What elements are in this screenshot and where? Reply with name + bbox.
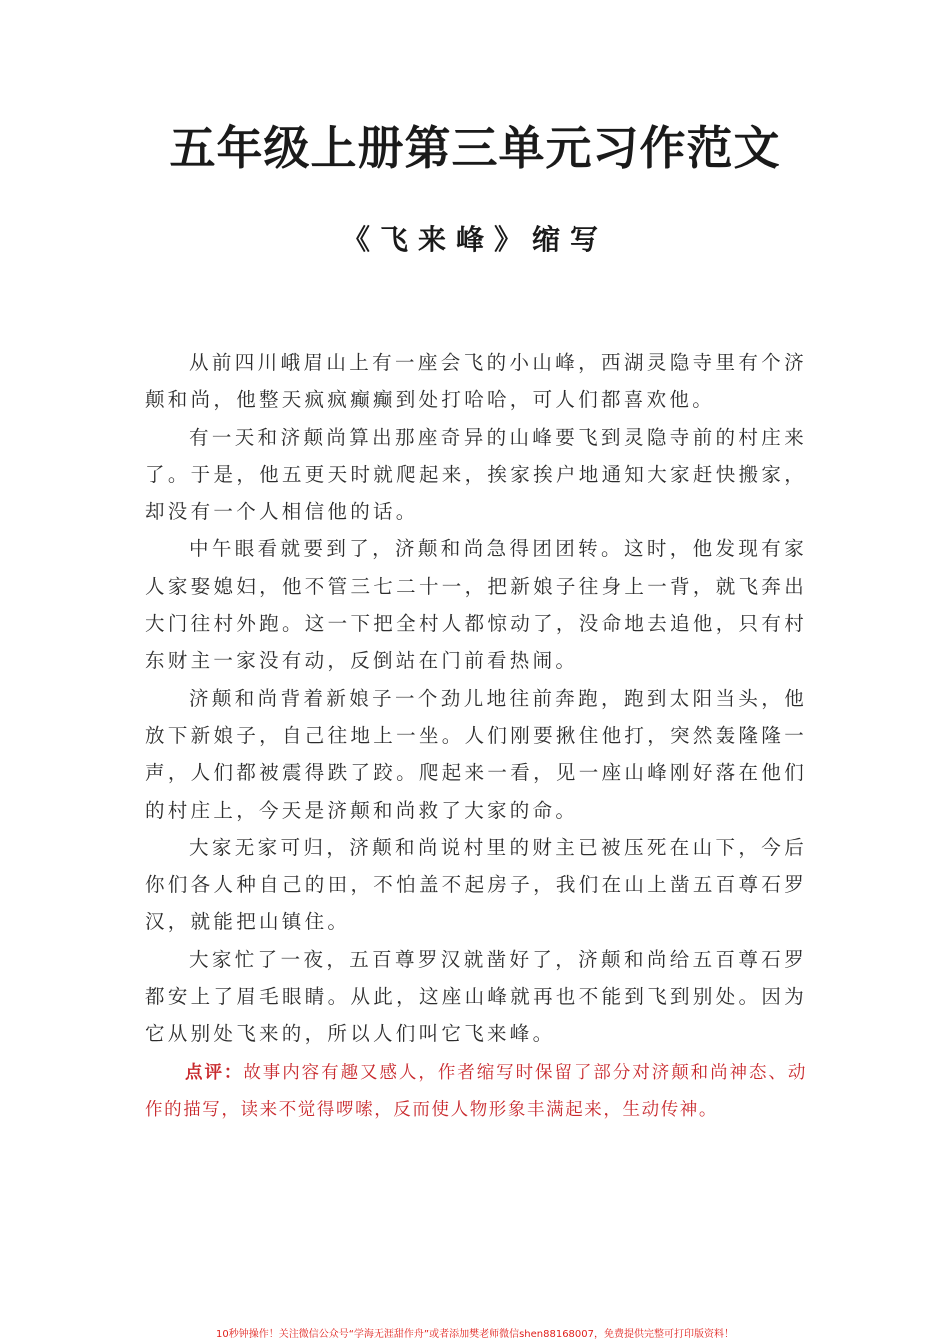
teacher-comment bbox=[145, 1055, 807, 1129]
paragraph-2: 有一天和济颠尚算出那座奇异的山峰要飞到灵隐寺前的村庄来了。于是，他五更天时就爬起来，挨家挨户地通知大家赶快搬家，却没有一个人相信他的话。 bbox=[145, 425, 807, 524]
footer-notice: 10秒钟操作！关注微信公众号“学海无涯甜作舟”或者添加樊老师微信shen88168007，免费提供完整可打印版资料！ bbox=[215, 1329, 735, 1340]
article-body bbox=[145, 344, 807, 1129]
paragraph-3: 中午眼看就要到了，济颠和尚急得团团转。这时，他发现有家人家娶媳妇，他不管三七二十一，把新娘子往身上一背，就飞奔出大门往村外跑。这一下把全村人都惊动了，没命地去追他，只有村东财主一家没有动，反倒站在门前看热闹。 bbox=[145, 537, 807, 673]
paragraph-1: 从前四川峨眉山上有一座会飞的小山峰，西湖灵隐寺里有个济颠和尚，他整天疯疯癫癫到处打哈哈，可人们都喜欢他。 bbox=[145, 351, 807, 412]
comment-label: 点评： bbox=[185, 1062, 244, 1083]
comment-text: 故事内容有趣又感人，作者缩写时保留了部分对济颠和尚神态、动作的描写，读来不觉得啰嗦，反而使人物形象丰满起来，生动传神。 bbox=[145, 1062, 807, 1120]
paragraph-5: 大家无家可归，济颠和尚说村里的财主已被压死在山下，今后你们各人种自己的田，不怕盖不起房子，我们在山上凿五百尊石罗汉，就能把山镇住。 bbox=[145, 835, 807, 934]
paragraph-6: 大家忙了一夜，五百尊罗汉就凿好了，济颠和尚给五百尊石罗都安上了眉毛眼睛。从此，这座山峰就再也不能到飞到别处。因为它从别处飞来的，所以人们叫它飞来峰。 bbox=[145, 947, 807, 1046]
paragraph-4: 济颠和尚背着新娘子一个劲儿地往前奔跑，跑到太阳当头，他放下新娘子，自己往地上一坐。人们刚要揪住他打，突然轰隆隆一声，人们都被震得跌了跤。爬起来一看，见一座山峰刚好落在他们的村庄上，今天是济颠和尚救了大家的命。 bbox=[145, 686, 807, 822]
page-title: 五年级上册第三单元习作范文 bbox=[169, 121, 781, 175]
page-subtitle: 《飞来峰》缩写 bbox=[341, 223, 608, 256]
